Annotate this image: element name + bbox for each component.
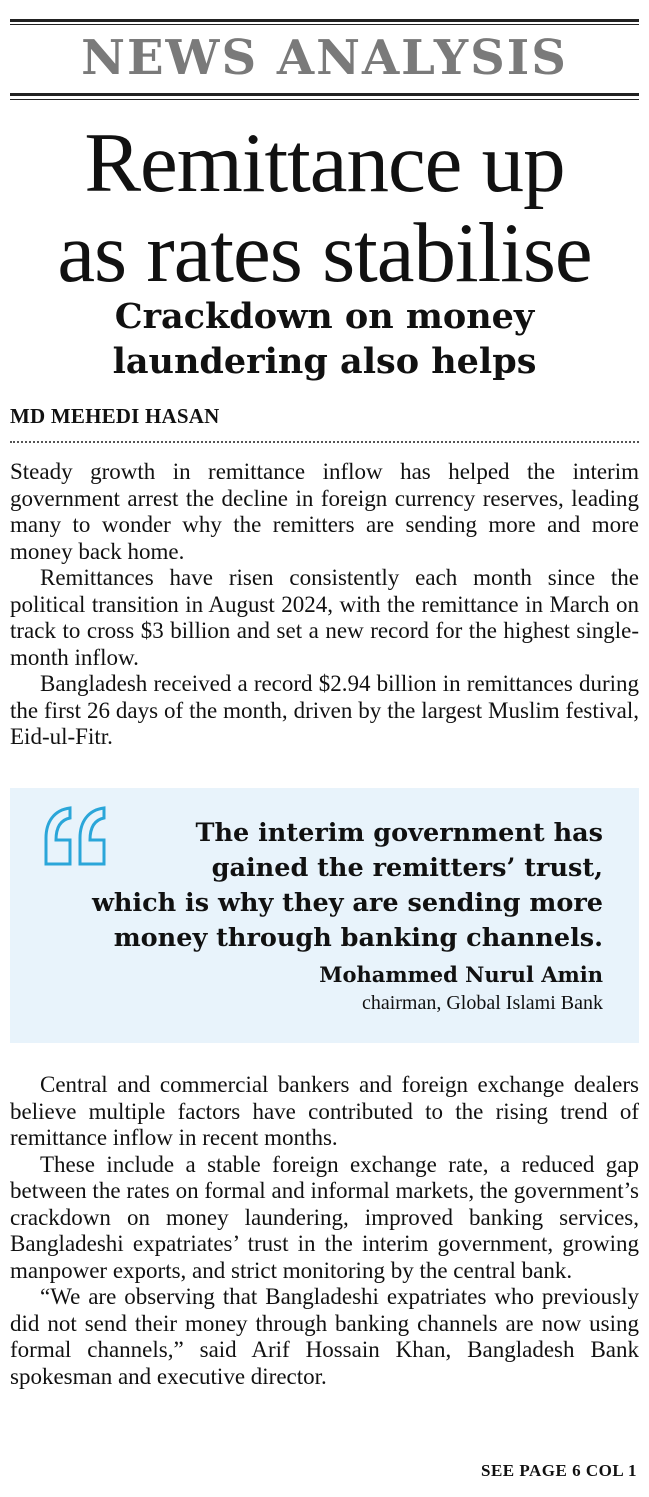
pull-quote-box [10, 788, 639, 1043]
pull-quote-line: which is why they are sending more [91, 888, 603, 918]
pull-quote-line: money through banking channels. [113, 923, 603, 953]
paragraph: Steady growth in remittance inflow has helped the interim government arrest the decline in foreign currency reserves, leading many to wonder why the remitters are sending more and more money back home. [10, 459, 639, 564]
headline-line-2: as rates stabilise [57, 206, 592, 300]
continued-on-page: SEE PAGE 6 COL 1 [481, 1461, 637, 1480]
top-rule-thick [10, 19, 639, 22]
subheadline-line-2: laundering also helps [112, 341, 537, 382]
paragraph: “We are observing that Bangladeshi expatriates who previously did not send their money through banking channels are now using formal channels,” said Arif Hossain Khan, Bangladesh Bank spokesman and executive director. [10, 1284, 639, 1389]
subheadline-line-1: Crackdown on money [114, 296, 535, 337]
headline [0, 118, 649, 298]
subheadline [0, 294, 649, 384]
paragraph: These include a stable foreign exchange rate, a reduced gap between the rates on formal and informal markets, the government’s crackdown on money laundering, improved banking services, Bangladeshi expatriates’ trust in the interim government, growing manpower exports, and strict monitoring by the central bank. [10, 1151, 639, 1283]
headline-line-1: Remittance up [84, 116, 565, 210]
section-kicker: NEWS ANALYSIS [81, 30, 568, 86]
kicker-rule-thin [10, 99, 639, 100]
paragraph: Central and commercial bankers and foreign exchange dealers believe multiple factors have contributed to the rising trend of remittance inflow in recent months. [10, 1072, 639, 1150]
pull-quote-line: The interim government has [195, 818, 603, 848]
pull-quote-attribution-name: Mohammed Nurul Amin [319, 962, 603, 987]
byline-dotted-divider [10, 441, 639, 443]
kicker-rule-thick [10, 93, 639, 96]
paragraph: Bangladesh received a record $2.94 billion in remittances during the first 26 days of the month, driven by the largest Muslim festival, Eid-ul-Fitr. [10, 671, 639, 749]
article-body-bottom [10, 1072, 639, 1390]
byline: MD MEHEDI HASAN [10, 404, 220, 428]
top-rule-thin [10, 24, 639, 25]
pull-quote-text [63, 816, 603, 956]
pull-quote-attribution-role: chairman, Global Islami Bank [361, 992, 603, 1014]
pull-quote-line: gained the remitters’ trust, [211, 853, 603, 883]
paragraph: Remittances have risen consistently each month since the political transition in August 2024, with the remittance in March on track to cross $3 billion and set a new record for the highest single-month inflow. [10, 565, 639, 670]
article-body-top [10, 459, 639, 751]
